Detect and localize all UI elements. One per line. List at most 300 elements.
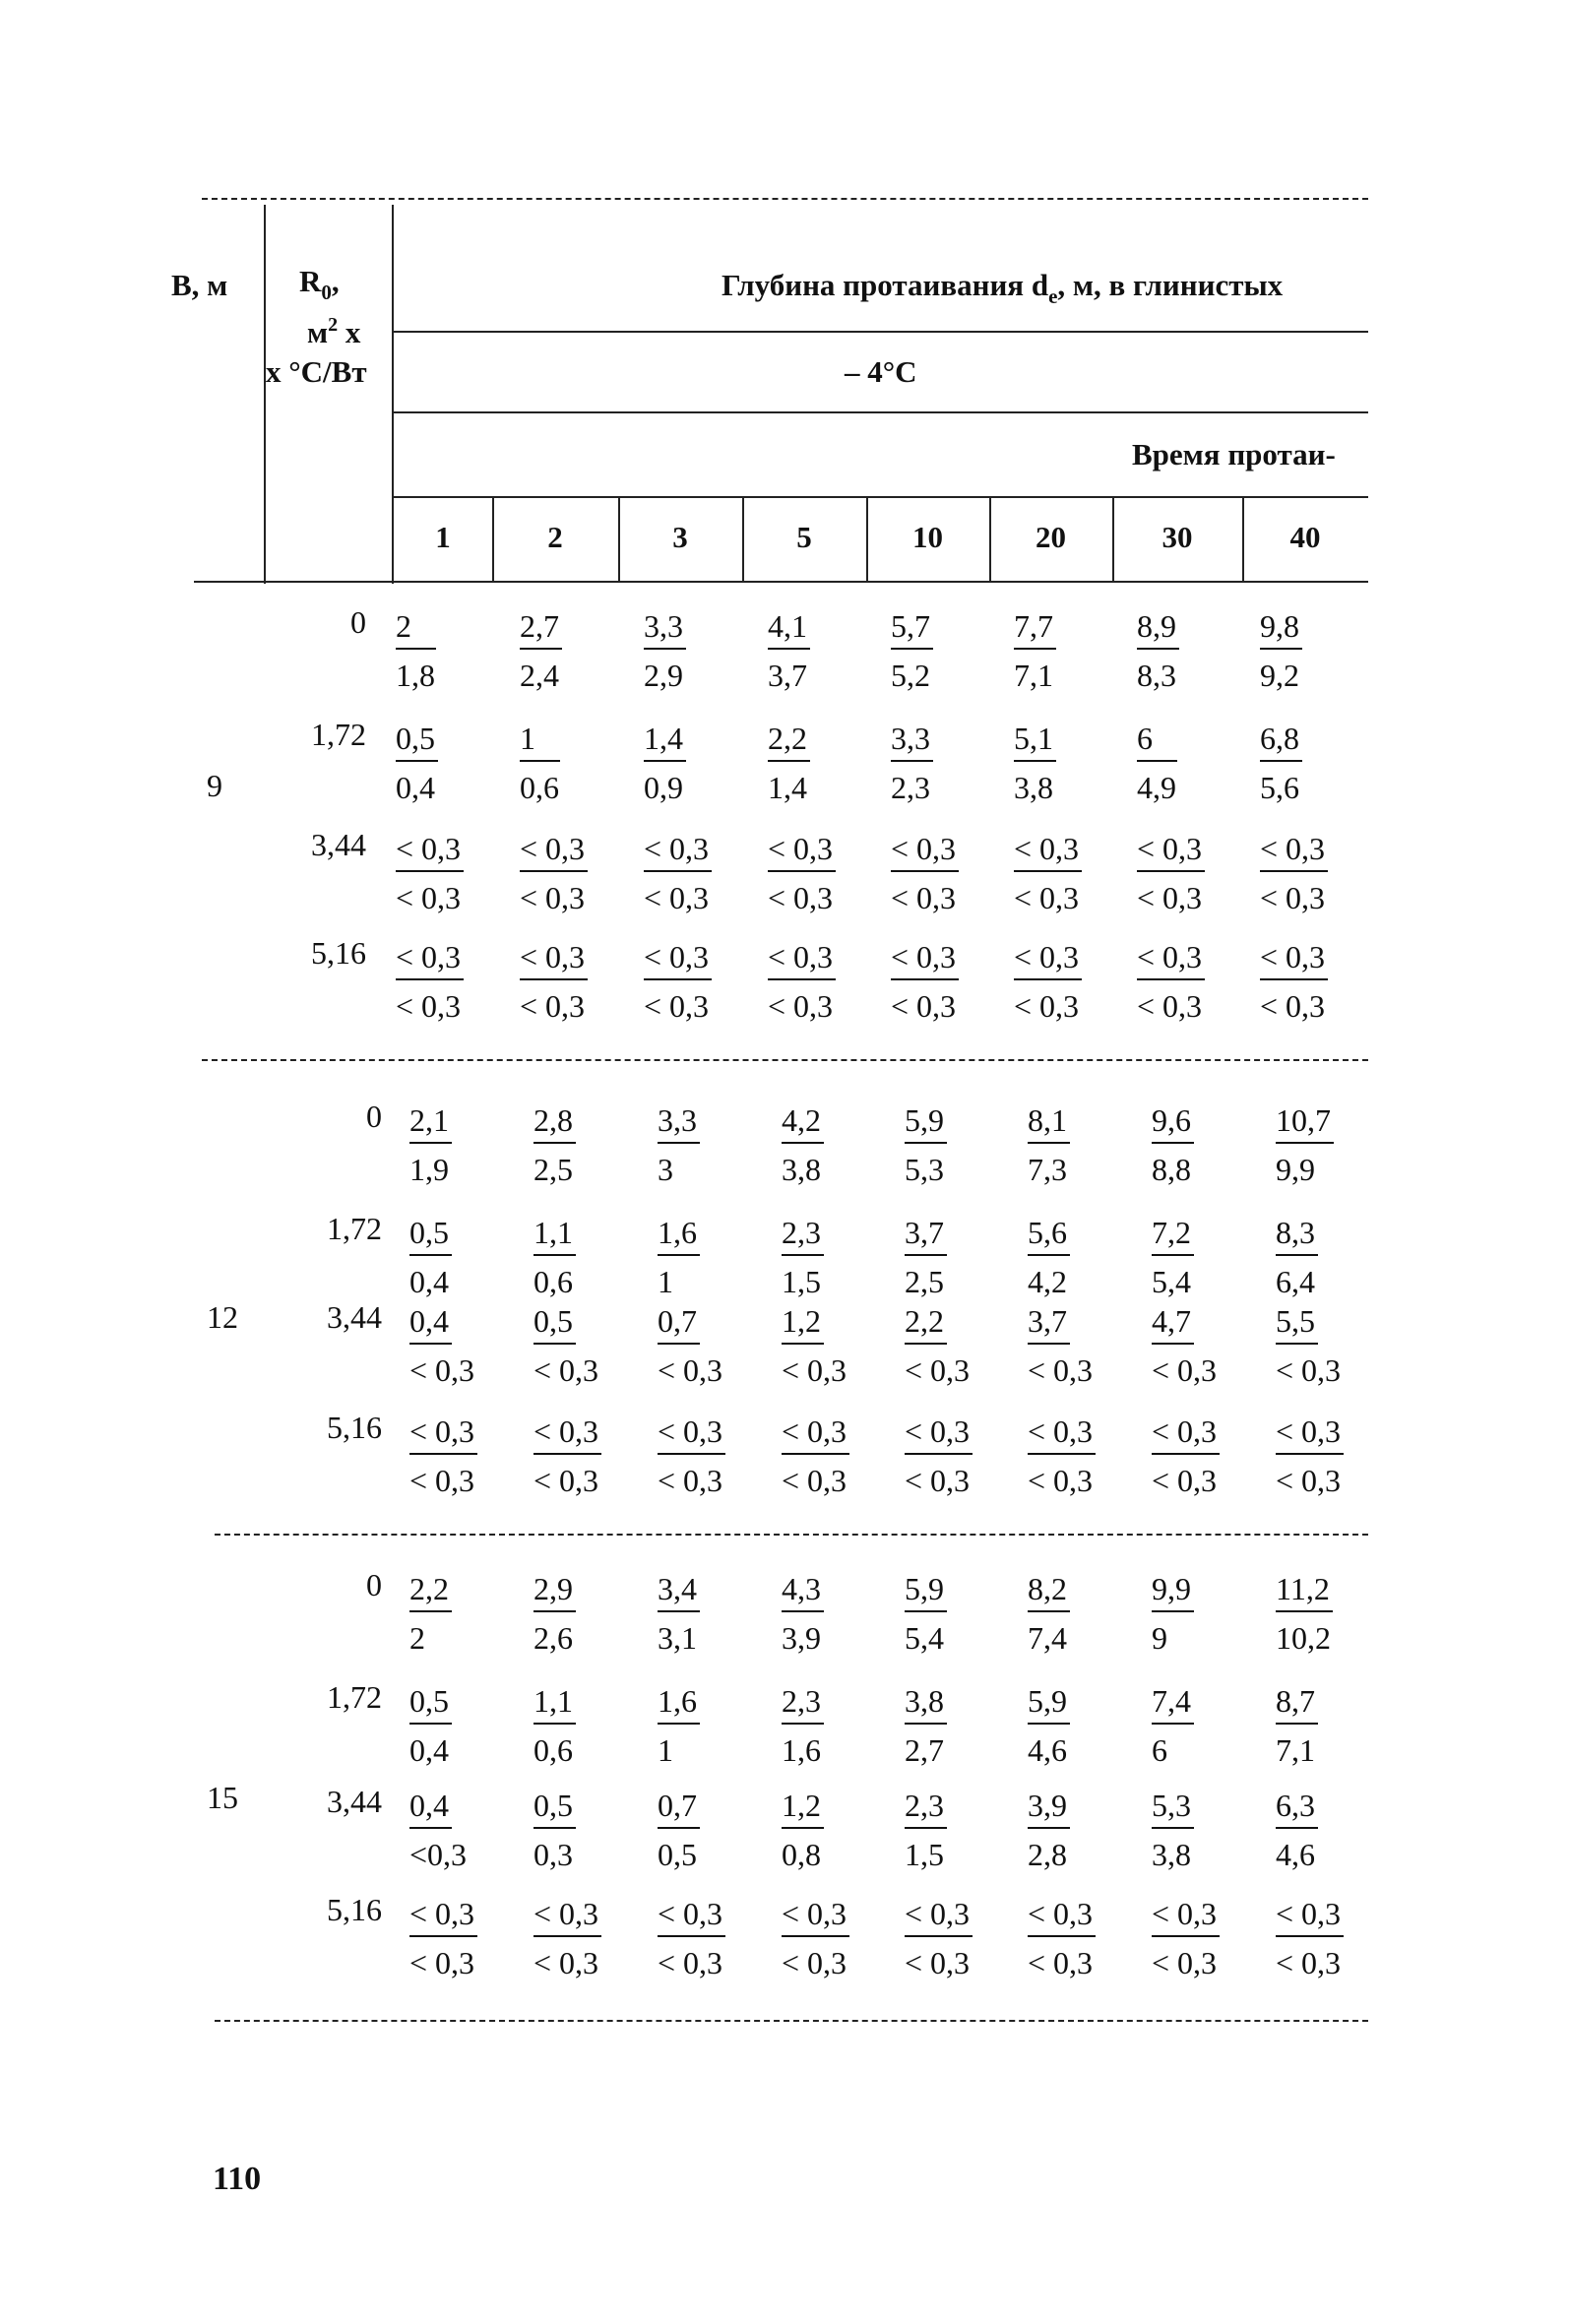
fraction-numerator: < 0,3 (533, 1412, 601, 1455)
fraction-denominator: < 0,3 (644, 988, 710, 1024)
depth-fraction-cell (1014, 719, 1122, 807)
fraction-numerator: 5,6 (1028, 1213, 1070, 1256)
fraction-denominator: 1,8 (396, 658, 435, 693)
time-col-header: 5 (796, 520, 812, 554)
fraction-numerator: 6 (1137, 719, 1177, 762)
fraction-denominator: < 0,3 (1028, 1945, 1094, 1980)
r-value: 5,16 (311, 935, 366, 971)
depth-fraction-cell (905, 1569, 1013, 1658)
depth-fraction-cell (782, 1412, 890, 1500)
depth-fraction-cell (782, 1301, 890, 1390)
depth-fraction-cell (644, 719, 752, 807)
depth-fraction-cell (1028, 1100, 1136, 1189)
depth-fraction-cell (1276, 1786, 1384, 1874)
fraction-numerator: 0,7 (658, 1301, 700, 1345)
fraction-denominator: < 0,3 (409, 1463, 475, 1498)
fraction-denominator: 0,4 (396, 770, 435, 805)
depth-fraction-cell (1276, 1894, 1384, 1982)
top-rule (202, 198, 1368, 200)
fraction-numerator: 2,2 (768, 719, 810, 762)
fraction-denominator: < 0,3 (658, 1352, 723, 1388)
fraction-denominator: 7,4 (1028, 1620, 1067, 1656)
fraction-denominator: 0,4 (409, 1264, 449, 1299)
depth-fraction-cell (644, 606, 752, 695)
fraction-denominator: < 0,3 (768, 880, 834, 915)
fraction-denominator: 2,5 (533, 1152, 573, 1187)
depth-fraction-cell (1028, 1412, 1136, 1500)
time-col-header: 2 (547, 520, 563, 554)
fraction-numerator: < 0,3 (1276, 1894, 1344, 1937)
fraction-numerator: < 0,3 (409, 1412, 477, 1455)
fraction-numerator: 7,2 (1152, 1213, 1194, 1256)
depth-fraction-cell (1137, 719, 1245, 807)
time-col-header: 30 (1161, 520, 1193, 554)
fraction-numerator: 4,1 (768, 606, 810, 650)
fraction-denominator: < 0,3 (768, 988, 834, 1024)
fraction-numerator: 3,4 (658, 1569, 700, 1612)
fraction-numerator: 9,8 (1260, 606, 1302, 650)
fraction-denominator: < 0,3 (905, 1463, 971, 1498)
fraction-denominator: < 0,3 (1014, 988, 1080, 1024)
fraction-denominator: < 0,3 (1152, 1945, 1218, 1980)
fraction-numerator: < 0,3 (644, 937, 712, 980)
depth-fraction-cell (782, 1100, 890, 1189)
header-divider-b (264, 205, 266, 584)
depth-fraction-cell (1276, 1213, 1384, 1301)
fraction-denominator: < 0,3 (1028, 1463, 1094, 1498)
header-bottom-rule (194, 581, 1368, 583)
fraction-denominator: 5,4 (905, 1620, 944, 1656)
col-r-header: $R_0$, (299, 264, 340, 304)
b-value: 15 (207, 1780, 238, 1815)
depth-fraction-cell (409, 1894, 518, 1982)
depth-fraction-cell (1028, 1786, 1136, 1874)
header-rule-time (394, 496, 1368, 498)
fraction-denominator: 9,2 (1260, 658, 1299, 693)
depth-fraction-cell (658, 1569, 766, 1658)
fraction-numerator: 1,2 (782, 1301, 824, 1345)
fraction-numerator: < 0,3 (891, 829, 959, 872)
fraction-numerator: 6,3 (1276, 1786, 1318, 1829)
fraction-denominator: 4,6 (1276, 1837, 1315, 1872)
fraction-denominator: < 0,3 (533, 1463, 599, 1498)
depth-fraction-cell (1137, 606, 1245, 695)
temperature-label: – 4°С (845, 354, 917, 389)
fraction-numerator: < 0,3 (1028, 1412, 1096, 1455)
depth-fraction-cell (533, 1894, 642, 1982)
r-value: 1,72 (327, 1679, 382, 1715)
fraction-numerator: 5,9 (905, 1569, 947, 1612)
fraction-numerator: 9,9 (1152, 1569, 1194, 1612)
fraction-denominator: 2,6 (533, 1620, 573, 1656)
fraction-denominator: 0,5 (658, 1837, 697, 1872)
depth-fraction-cell (658, 1213, 766, 1301)
fraction-numerator: 6,8 (1260, 719, 1302, 762)
fraction-numerator: < 0,3 (905, 1894, 973, 1937)
depth-fraction-cell (905, 1412, 1013, 1500)
fraction-numerator: 1,1 (533, 1681, 576, 1725)
fraction-numerator: < 0,3 (905, 1412, 973, 1455)
r-value: 5,16 (327, 1410, 382, 1445)
fraction-denominator: 3,7 (768, 658, 807, 693)
depth-fraction-cell (658, 1894, 766, 1982)
depth-fraction-cell (1028, 1894, 1136, 1982)
fraction-numerator: 3,3 (644, 606, 686, 650)
depth-fraction-cell (905, 1100, 1013, 1189)
fraction-denominator: 5,3 (905, 1152, 944, 1187)
fraction-numerator: 10,7 (1276, 1100, 1334, 1144)
fraction-denominator: < 0,3 (396, 880, 462, 915)
fraction-denominator: 1,5 (782, 1264, 821, 1299)
r-value: 0 (366, 1567, 382, 1602)
depth-fraction-cell (1028, 1213, 1136, 1301)
time-label: Время протаи- (1132, 437, 1336, 471)
fraction-denominator: < 0,3 (1137, 988, 1203, 1024)
depth-fraction-cell (1152, 1412, 1260, 1500)
depth-fraction-cell (520, 829, 628, 917)
fraction-denominator: 3,8 (1014, 770, 1053, 805)
fraction-numerator: 2,3 (782, 1681, 824, 1725)
fraction-denominator: 3,1 (658, 1620, 697, 1656)
depth-fraction-cell (768, 937, 876, 1026)
depth-fraction-cell (1276, 1569, 1384, 1658)
depth-fraction-cell (409, 1213, 518, 1301)
depth-fraction-cell (1028, 1569, 1136, 1658)
fraction-denominator: 2,4 (520, 658, 559, 693)
fraction-denominator: 2,5 (905, 1264, 944, 1299)
fraction-numerator: < 0,3 (891, 937, 959, 980)
fraction-denominator: 5,2 (891, 658, 930, 693)
depth-fraction-cell (520, 719, 628, 807)
fraction-denominator: < 0,3 (533, 1945, 599, 1980)
fraction-numerator: < 0,3 (520, 937, 588, 980)
depth-fraction-cell (1152, 1681, 1260, 1770)
fraction-denominator: 4,2 (1028, 1264, 1067, 1299)
fraction-numerator: 0,5 (409, 1213, 452, 1256)
fraction-denominator: 8,3 (1137, 658, 1176, 693)
fraction-numerator: < 0,3 (658, 1412, 725, 1455)
fraction-denominator: 0,3 (533, 1837, 573, 1872)
fraction-denominator: 1,5 (905, 1837, 944, 1872)
fraction-numerator: 0,4 (409, 1786, 452, 1829)
depth-fraction-cell (396, 606, 504, 695)
depth-fraction-cell (1260, 606, 1368, 695)
fraction-denominator: < 0,3 (1276, 1352, 1342, 1388)
fraction-numerator: < 0,3 (396, 937, 464, 980)
depth-fraction-cell (768, 606, 876, 695)
fraction-denominator: 0,9 (644, 770, 683, 805)
time-col-header: 10 (912, 520, 943, 554)
fraction-numerator: < 0,3 (782, 1412, 849, 1455)
depth-fraction-cell (1276, 1681, 1384, 1770)
time-col-header: 3 (672, 520, 688, 554)
fraction-denominator: 1 (658, 1732, 673, 1768)
depth-fraction-cell (782, 1786, 890, 1874)
depth-fraction-cell (658, 1681, 766, 1770)
fraction-denominator: 4,6 (1028, 1732, 1067, 1768)
fraction-denominator: 2,8 (1028, 1837, 1067, 1872)
fraction-numerator: 2,1 (409, 1100, 452, 1144)
group-separator (215, 1534, 1368, 1536)
fraction-numerator: 1,6 (658, 1681, 700, 1725)
fraction-numerator: < 0,3 (1014, 829, 1082, 872)
depth-fraction-cell (1260, 937, 1368, 1026)
fraction-numerator: < 0,3 (1028, 1894, 1096, 1937)
col-b-header: В, м (171, 268, 228, 302)
fraction-denominator: 6 (1152, 1732, 1167, 1768)
depth-fraction-cell (905, 1786, 1013, 1874)
depth-fraction-cell (533, 1213, 642, 1301)
fraction-denominator: 5,6 (1260, 770, 1299, 805)
fraction-numerator: 1,6 (658, 1213, 700, 1256)
depth-fraction-cell (891, 719, 999, 807)
fraction-denominator: < 0,3 (1137, 880, 1203, 915)
fraction-numerator: 3,3 (658, 1100, 700, 1144)
depth-fraction-cell (644, 829, 752, 917)
depth-fraction-cell (533, 1100, 642, 1189)
depth-fraction-cell (891, 937, 999, 1026)
fraction-denominator: 2,3 (891, 770, 930, 805)
fraction-numerator: 9,6 (1152, 1100, 1194, 1144)
fraction-numerator: 5,7 (891, 606, 933, 650)
fraction-denominator: 3,9 (782, 1620, 821, 1656)
fraction-denominator: 1 (658, 1264, 673, 1299)
fraction-numerator: 2,8 (533, 1100, 576, 1144)
fraction-denominator: < 0,3 (658, 1463, 723, 1498)
fraction-numerator: 8,9 (1137, 606, 1179, 650)
depth-fraction-cell (409, 1786, 518, 1874)
fraction-denominator: 0,6 (533, 1264, 573, 1299)
fraction-denominator: 4,9 (1137, 770, 1176, 805)
fraction-numerator: 5,9 (905, 1100, 947, 1144)
depth-fraction-cell (1152, 1569, 1260, 1658)
depth-fraction-cell (658, 1412, 766, 1500)
depth-fraction-cell (1014, 937, 1122, 1026)
depth-fraction-cell (905, 1894, 1013, 1982)
time-col-header: 40 (1289, 520, 1321, 554)
depth-fraction-cell (1028, 1301, 1136, 1390)
depth-fraction-cell (520, 606, 628, 695)
fraction-numerator: < 0,3 (1260, 829, 1328, 872)
depth-fraction-cell (768, 829, 876, 917)
fraction-numerator: < 0,3 (1137, 937, 1205, 980)
fraction-numerator: 3,9 (1028, 1786, 1070, 1829)
fraction-denominator: 3,8 (782, 1152, 821, 1187)
depth-fraction-cell (1152, 1786, 1260, 1874)
r-value: 3,44 (327, 1299, 382, 1335)
depth-fraction-cell (409, 1301, 518, 1390)
bottom-rule (215, 2020, 1368, 2022)
fraction-denominator: 0,8 (782, 1837, 821, 1872)
fraction-denominator: 8,8 (1152, 1152, 1191, 1187)
fraction-numerator: 8,3 (1276, 1213, 1318, 1256)
depth-fraction-cell (1276, 1301, 1384, 1390)
fraction-denominator: 2 (409, 1620, 425, 1656)
fraction-denominator: < 0,3 (1276, 1945, 1342, 1980)
fraction-denominator: 9 (1152, 1620, 1167, 1656)
fraction-denominator: 3 (658, 1152, 673, 1187)
fraction-numerator: 0,4 (409, 1301, 452, 1345)
fraction-numerator: 2,2 (409, 1569, 452, 1612)
fraction-denominator: 5,4 (1152, 1264, 1191, 1299)
depth-fraction-cell (533, 1301, 642, 1390)
depth-fraction-cell (891, 606, 999, 695)
fraction-numerator: 1,4 (644, 719, 686, 762)
fraction-denominator: < 0,3 (1028, 1352, 1094, 1388)
fraction-denominator: < 0,3 (533, 1352, 599, 1388)
fraction-numerator: 3,7 (1028, 1301, 1070, 1345)
depth-fraction-cell (644, 937, 752, 1026)
depth-fraction-cell (396, 719, 504, 807)
depth-fraction-cell (891, 829, 999, 917)
depth-fraction-cell (1152, 1100, 1260, 1189)
fraction-numerator: < 0,3 (1014, 937, 1082, 980)
fraction-numerator: < 0,3 (1152, 1412, 1220, 1455)
fraction-denominator: < 0,3 (409, 1945, 475, 1980)
fraction-numerator: 0,5 (396, 719, 438, 762)
fraction-denominator: < 0,3 (1014, 880, 1080, 915)
fraction-numerator: 0,5 (409, 1681, 452, 1725)
fraction-denominator: < 0,3 (409, 1352, 475, 1388)
depth-fraction-cell (658, 1301, 766, 1390)
depth-fraction-cell (905, 1681, 1013, 1770)
fraction-numerator: 3,8 (905, 1681, 947, 1725)
depth-fraction-cell (782, 1894, 890, 1982)
fraction-numerator: < 0,3 (1137, 829, 1205, 872)
depth-fraction-cell (1152, 1213, 1260, 1301)
depth-fraction-cell (409, 1100, 518, 1189)
depth-fraction-cell (533, 1569, 642, 1658)
fraction-numerator: 5,9 (1028, 1681, 1070, 1725)
fraction-numerator: < 0,3 (520, 829, 588, 872)
fraction-denominator: < 0,3 (891, 880, 957, 915)
fraction-numerator: 2,3 (905, 1786, 947, 1829)
fraction-denominator: < 0,3 (644, 880, 710, 915)
fraction-denominator: 7,3 (1028, 1152, 1067, 1187)
fraction-denominator: < 0,3 (1260, 988, 1326, 1024)
fraction-numerator: 1,1 (533, 1213, 576, 1256)
depth-fraction-cell (396, 937, 504, 1026)
r-value: 5,16 (327, 1892, 382, 1927)
fraction-numerator: < 0,3 (1276, 1412, 1344, 1455)
fraction-denominator: 0,6 (520, 770, 559, 805)
r-value: 0 (350, 604, 366, 640)
fraction-numerator: 4,2 (782, 1100, 824, 1144)
fraction-denominator: < 0,3 (891, 988, 957, 1024)
fraction-denominator: < 0,3 (905, 1945, 971, 1980)
fraction-denominator: < 0,3 (1152, 1463, 1218, 1498)
fraction-denominator: < 0,3 (782, 1352, 847, 1388)
depth-fraction-cell (658, 1786, 766, 1874)
fraction-numerator: 0,5 (533, 1301, 576, 1345)
col-r-header-line3: х °С/Вт (266, 354, 367, 389)
fraction-denominator: 6,4 (1276, 1264, 1315, 1299)
depth-fraction-cell (782, 1681, 890, 1770)
fraction-denominator: 10,2 (1276, 1620, 1331, 1656)
depth-fraction-cell (533, 1681, 642, 1770)
fraction-denominator: < 0,3 (658, 1945, 723, 1980)
depth-fraction-cell (658, 1100, 766, 1189)
depth-fraction-cell (905, 1301, 1013, 1390)
fraction-numerator: 8,2 (1028, 1569, 1070, 1612)
header-rule-title (394, 331, 1368, 333)
depth-fraction-cell (1137, 829, 1245, 917)
fraction-numerator: < 0,3 (644, 829, 712, 872)
depth-fraction-cell (409, 1569, 518, 1658)
fraction-denominator: < 0,3 (396, 988, 462, 1024)
fraction-numerator: 4,3 (782, 1569, 824, 1612)
fraction-numerator: 2,3 (782, 1213, 824, 1256)
fraction-denominator: < 0,3 (782, 1945, 847, 1980)
r-value: 1,72 (327, 1211, 382, 1246)
depth-fraction-cell (396, 829, 504, 917)
b-value: 9 (207, 768, 222, 803)
depth-fraction-cell (1276, 1100, 1384, 1189)
fraction-denominator: 7,1 (1014, 658, 1053, 693)
depth-fraction-cell (533, 1412, 642, 1500)
depth-fraction-cell (1014, 829, 1122, 917)
fraction-numerator: 3,3 (891, 719, 933, 762)
b-value: 12 (207, 1299, 238, 1335)
fraction-denominator: < 0,3 (1260, 880, 1326, 915)
fraction-denominator: <0,3 (409, 1837, 468, 1872)
fraction-denominator: 7,1 (1276, 1732, 1315, 1768)
fraction-numerator: 5,3 (1152, 1786, 1194, 1829)
fraction-numerator: < 0,3 (768, 937, 836, 980)
fraction-numerator: 5,1 (1014, 719, 1056, 762)
depth-fraction-cell (1276, 1412, 1384, 1500)
fraction-denominator: < 0,3 (1152, 1352, 1218, 1388)
table-title: Глубина протаивания $d_e$, м, в глинистых (722, 268, 1284, 308)
fraction-numerator: 2,9 (533, 1569, 576, 1612)
fraction-numerator: 7,7 (1014, 606, 1056, 650)
fraction-denominator: 2,7 (905, 1732, 944, 1768)
depth-fraction-cell (1028, 1681, 1136, 1770)
fraction-numerator: 2 (396, 606, 436, 650)
fraction-numerator: 7,4 (1152, 1681, 1194, 1725)
fraction-denominator: 0,6 (533, 1732, 573, 1768)
fraction-numerator: < 0,3 (409, 1894, 477, 1937)
fraction-numerator: 0,7 (658, 1786, 700, 1829)
fraction-numerator: 4,7 (1152, 1301, 1194, 1345)
r-value: 3,44 (327, 1784, 382, 1819)
time-col-header: 20 (1036, 520, 1066, 554)
col-r-header-line2: $м^2$ х (307, 314, 361, 349)
fraction-numerator: 8,7 (1276, 1681, 1318, 1725)
depth-fraction-cell (533, 1786, 642, 1874)
fraction-numerator: < 0,3 (658, 1894, 725, 1937)
header-rule-temp (394, 411, 1368, 413)
fraction-numerator: 11,2 (1276, 1569, 1333, 1612)
fraction-numerator: < 0,3 (533, 1894, 601, 1937)
fraction-denominator: 0,4 (409, 1732, 449, 1768)
depth-fraction-cell (1260, 719, 1368, 807)
r-value: 1,72 (311, 717, 366, 752)
fraction-denominator: < 0,3 (905, 1352, 971, 1388)
depth-fraction-cell (409, 1681, 518, 1770)
fraction-denominator: < 0,3 (1276, 1463, 1342, 1498)
fraction-denominator: < 0,3 (520, 988, 586, 1024)
fraction-denominator: < 0,3 (782, 1463, 847, 1498)
depth-fraction-cell (1152, 1894, 1260, 1982)
depth-fraction-cell (1152, 1301, 1260, 1390)
fraction-numerator: 2,2 (905, 1301, 947, 1345)
fraction-numerator: 8,1 (1028, 1100, 1070, 1144)
r-value: 0 (366, 1099, 382, 1134)
depth-fraction-cell (782, 1213, 890, 1301)
depth-fraction-cell (782, 1569, 890, 1658)
time-col-header: 1 (435, 520, 451, 554)
